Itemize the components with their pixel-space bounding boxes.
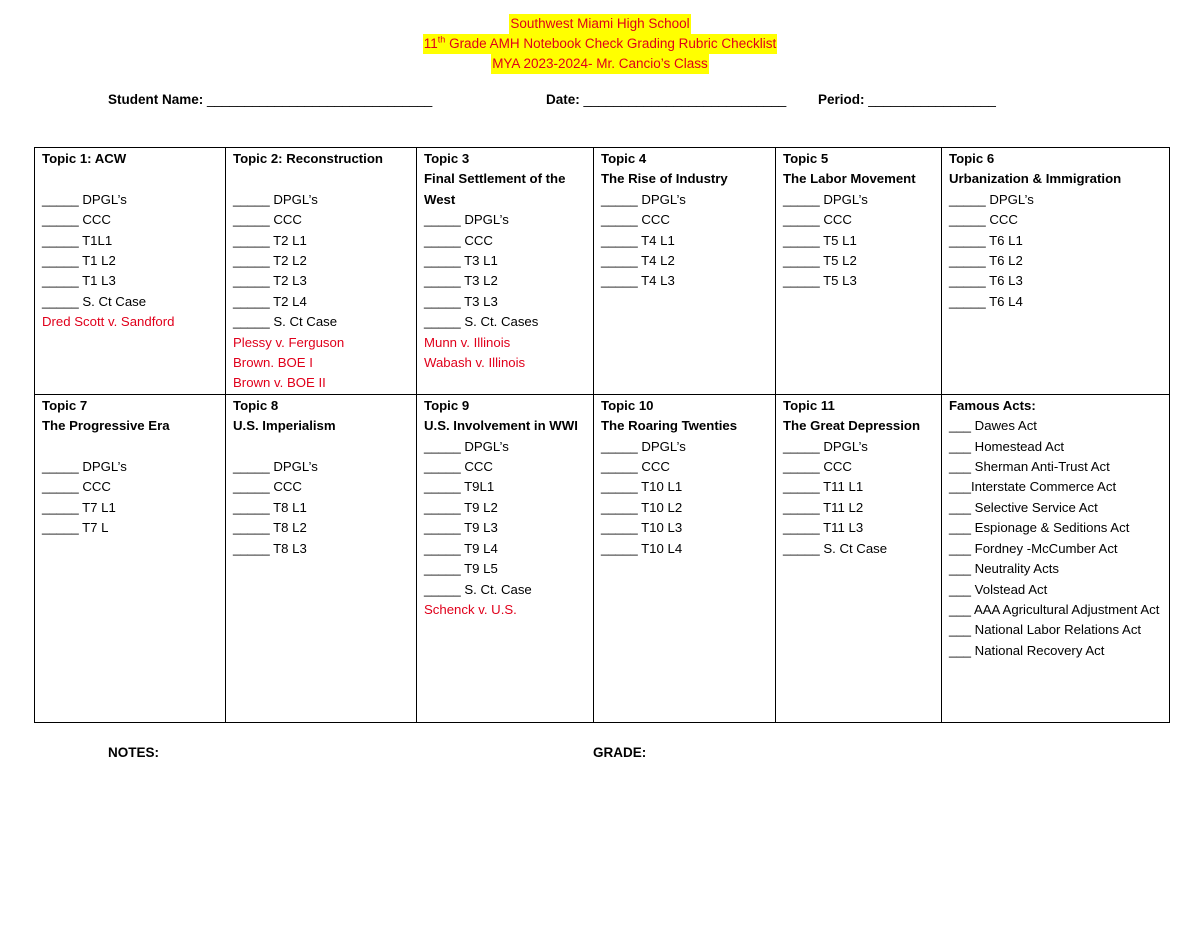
class-line: MYA 2023-2024- Mr. Cancio’s Class xyxy=(491,54,709,74)
checklist-item[interactable]: _____ DPGL’s xyxy=(601,191,686,207)
checklist-item[interactable]: _____ T6 L1 xyxy=(949,232,1023,248)
topic-title: Topic 1: ACW xyxy=(42,151,127,166)
topic-cell xyxy=(594,148,776,395)
checklist-item[interactable]: _____ S. Ct. Cases xyxy=(424,314,539,330)
checklist-item[interactable]: _____ T5 L2 xyxy=(783,253,857,269)
checklist-item[interactable]: _____ T6 L4 xyxy=(949,293,1023,309)
topic-title: Topic 3 xyxy=(424,151,470,166)
period-label: Period: xyxy=(818,92,865,107)
checklist-item[interactable]: _____ DPGL’s xyxy=(783,191,868,207)
topic-title: Topic 5 xyxy=(783,151,829,166)
act-checklist-item[interactable]: ___ Espionage & Seditions Act xyxy=(949,520,1130,536)
checklist-item[interactable]: _____ DPGL’s xyxy=(42,191,127,207)
checklist-item[interactable]: _____ DPGL’s xyxy=(601,438,686,454)
act-checklist-item[interactable]: ___ Fordney -McCumber Act xyxy=(949,540,1118,556)
checklist-item[interactable]: _____ T3 L1 xyxy=(424,253,498,269)
court-case: Wabash v. Illinois xyxy=(424,355,526,371)
topic-title: Topic 9 xyxy=(424,397,470,413)
checklist-item[interactable]: _____ T2 L1 xyxy=(233,232,307,248)
spacer xyxy=(233,169,409,189)
period-line[interactable]: _________________ xyxy=(868,92,996,107)
topic-title: Topic 8 xyxy=(233,397,279,413)
checklist-item[interactable]: _____ T9 L4 xyxy=(424,540,498,556)
student-name-field[interactable] xyxy=(108,92,432,107)
student-name-line[interactable]: ______________________________ xyxy=(207,92,433,107)
table-row xyxy=(35,394,1170,722)
checklist-item[interactable]: _____ T4 L1 xyxy=(601,232,675,248)
topic-subtitle: Final Settlement of the West xyxy=(424,171,566,207)
act-checklist-item[interactable]: ___ Neutrality Acts xyxy=(949,561,1059,577)
checklist-item[interactable]: _____ T9 L2 xyxy=(424,499,498,515)
topic-subtitle: The Labor Movement xyxy=(783,171,916,187)
checklist-item[interactable]: _____ DPGL’s xyxy=(424,438,509,454)
topic-subtitle: Urbanization & Immigration xyxy=(949,171,1122,187)
checklist-item[interactable]: _____ CCC xyxy=(949,212,1018,228)
checklist-item[interactable]: _____ T9 L5 xyxy=(424,561,498,577)
act-checklist-item[interactable]: ___ National Labor Relations Act xyxy=(949,622,1142,638)
checklist-item[interactable]: _____ CCC xyxy=(424,459,493,475)
spacer xyxy=(42,169,218,189)
topic-cell xyxy=(594,394,776,722)
checklist-item[interactable]: _____ T2 L2 xyxy=(233,253,307,269)
topic-cell xyxy=(35,148,226,395)
topic-cell xyxy=(417,394,594,722)
topic-cell xyxy=(942,148,1170,395)
topic-cell xyxy=(417,148,594,395)
checklist-item[interactable]: _____ CCC xyxy=(783,212,852,228)
checklist-item[interactable]: _____ CCC xyxy=(783,459,852,475)
checklist-item[interactable]: _____ DPGL’s xyxy=(233,191,318,207)
act-checklist-item[interactable]: ___Interstate Commerce Act xyxy=(949,479,1117,495)
checklist-item[interactable]: _____ T4 L2 xyxy=(601,253,675,269)
date-line[interactable]: ___________________________ xyxy=(583,92,787,107)
checklist-item[interactable]: _____ T11 L1 xyxy=(783,479,864,495)
school-name: Southwest Miami High School xyxy=(509,14,690,34)
topic-cell xyxy=(226,148,417,395)
topic-title: Topic 10 xyxy=(601,397,654,413)
court-case: Brown. BOE I xyxy=(233,355,313,371)
checklist-item[interactable]: _____ T4 L3 xyxy=(601,273,675,289)
checklist-item[interactable]: _____ T6 L3 xyxy=(949,273,1023,289)
checklist-item[interactable]: _____ T10 L3 xyxy=(601,520,683,536)
act-checklist-item[interactable]: ___ Homestead Act xyxy=(949,438,1065,454)
act-checklist-item[interactable]: ___ Sherman Anti-Trust Act xyxy=(949,459,1110,475)
checklist-item[interactable]: _____ T10 L2 xyxy=(601,499,683,515)
topic-cell xyxy=(776,148,942,395)
spacer xyxy=(42,437,218,457)
checklist-item[interactable]: _____ CCC xyxy=(601,212,670,228)
rubric-title: 11th Grade AMH Notebook Check Grading Rubric Checklist xyxy=(423,34,777,54)
topic-subtitle: The Great Depression xyxy=(783,418,921,434)
checklist-item[interactable]: _____ CCC xyxy=(233,212,302,228)
checklist-item[interactable]: _____ T11 L3 xyxy=(783,520,864,536)
act-checklist-item[interactable]: ___ Dawes Act xyxy=(949,418,1037,434)
topic-title: Famous Acts: xyxy=(949,397,1036,413)
checklist-item[interactable]: _____ DPGL’s xyxy=(233,459,318,475)
court-case: Munn v. Illinois xyxy=(424,334,511,350)
checklist-item[interactable]: _____ T9 L3 xyxy=(424,520,498,536)
checklist-item[interactable]: _____ S. Ct. Case xyxy=(424,581,532,597)
topic-subtitle: The Progressive Era xyxy=(42,418,170,434)
topic-title: Topic 2: Reconstruction xyxy=(233,151,383,166)
period-field[interactable] xyxy=(818,92,996,107)
topic-cell xyxy=(226,394,417,722)
act-checklist-item[interactable]: ___ Selective Service Act xyxy=(949,499,1098,515)
checklist-item[interactable]: _____ S. Ct Case xyxy=(233,314,338,330)
topic-cell xyxy=(776,394,942,722)
act-checklist-item[interactable]: ___ Volstead Act xyxy=(949,581,1048,597)
checklist-item[interactable]: _____ DPGL’s xyxy=(424,212,509,228)
notes-label: NOTES: xyxy=(108,745,160,760)
topic-subtitle: U.S. Imperialism xyxy=(233,418,336,434)
topic-title: Topic 4 xyxy=(601,151,647,166)
checklist-item[interactable]: _____ T10 L4 xyxy=(601,540,683,556)
topic-title: Topic 11 xyxy=(783,397,835,413)
checklist-item[interactable]: _____ T5 L1 xyxy=(783,232,857,248)
checklist-item[interactable]: _____ T5 L3 xyxy=(783,273,857,289)
topic-subtitle: U.S. Involvement in WWI xyxy=(424,418,578,434)
topic-cell xyxy=(35,394,226,722)
checklist-item[interactable]: _____ CCC xyxy=(233,479,302,495)
court-case: Plessy v. Ferguson xyxy=(233,334,345,350)
checklist-item[interactable]: _____ T7 L1 xyxy=(42,499,116,515)
topic-title: Topic 6 xyxy=(949,151,995,166)
topic-subtitle: The Roaring Twenties xyxy=(601,418,738,434)
checklist-item[interactable]: _____ CCC xyxy=(42,212,111,228)
date-label: Date: xyxy=(546,92,580,107)
grade-label: GRADE: xyxy=(593,745,647,760)
checklist-item[interactable]: _____ T7 L xyxy=(42,520,109,536)
spacer xyxy=(233,437,409,457)
court-case: Schenck v. U.S. xyxy=(424,601,517,617)
checklist-item[interactable]: _____ T1 L3 xyxy=(42,273,116,289)
acts-cell xyxy=(942,394,1170,722)
checklist-item[interactable]: _____ T2 L3 xyxy=(233,273,307,289)
checklist-item[interactable]: _____ CCC xyxy=(601,459,670,475)
checklist-item[interactable]: _____ CCC xyxy=(42,479,111,495)
topic-title: Topic 7 xyxy=(42,397,88,413)
checklist-item[interactable]: _____ S. Ct Case xyxy=(783,540,888,556)
checklist-item[interactable]: _____ T10 L1 xyxy=(601,479,683,495)
checklist-item[interactable]: _____ T8 L2 xyxy=(233,520,307,536)
checklist-item[interactable]: _____ T1L1 xyxy=(42,232,113,248)
act-checklist-item[interactable]: ___ AAA Agricultural Adjustment Act xyxy=(949,601,1160,617)
checklist-item[interactable]: _____ T9L1 xyxy=(424,479,495,495)
checklist-item[interactable]: _____ T3 L3 xyxy=(424,293,498,309)
checklist-item[interactable]: _____ T11 L2 xyxy=(783,499,864,515)
rubric-table xyxy=(34,147,1170,723)
topic-subtitle: The Rise of Industry xyxy=(601,171,728,187)
checklist-item[interactable]: _____ DPGL’s xyxy=(783,438,868,454)
court-case: Dred Scott v. Sandford xyxy=(42,314,175,330)
table-row xyxy=(35,148,1170,395)
checklist-item[interactable]: _____ T3 L2 xyxy=(424,273,498,289)
court-case: Brown v. BOE II xyxy=(233,375,326,391)
checklist-item[interactable]: _____ T1 L2 xyxy=(42,253,116,269)
student-name-label: Student Name: xyxy=(108,92,204,107)
document-header xyxy=(0,14,1200,74)
checklist-item[interactable]: _____ T8 L1 xyxy=(233,499,307,515)
checklist-item[interactable]: _____ DPGL’s xyxy=(949,191,1034,207)
date-field[interactable] xyxy=(546,92,786,107)
checklist-item[interactable]: _____ CCC xyxy=(424,232,493,248)
checklist-item[interactable]: _____ DPGL’s xyxy=(42,459,127,475)
checklist-item[interactable]: _____ T6 L2 xyxy=(949,253,1023,269)
checklist-item[interactable]: _____ S. Ct Case xyxy=(42,293,147,309)
checklist-item[interactable]: _____ T8 L3 xyxy=(233,540,307,556)
act-checklist-item[interactable]: ___ National Recovery Act xyxy=(949,642,1105,658)
checklist-item[interactable]: _____ T2 L4 xyxy=(233,293,307,309)
